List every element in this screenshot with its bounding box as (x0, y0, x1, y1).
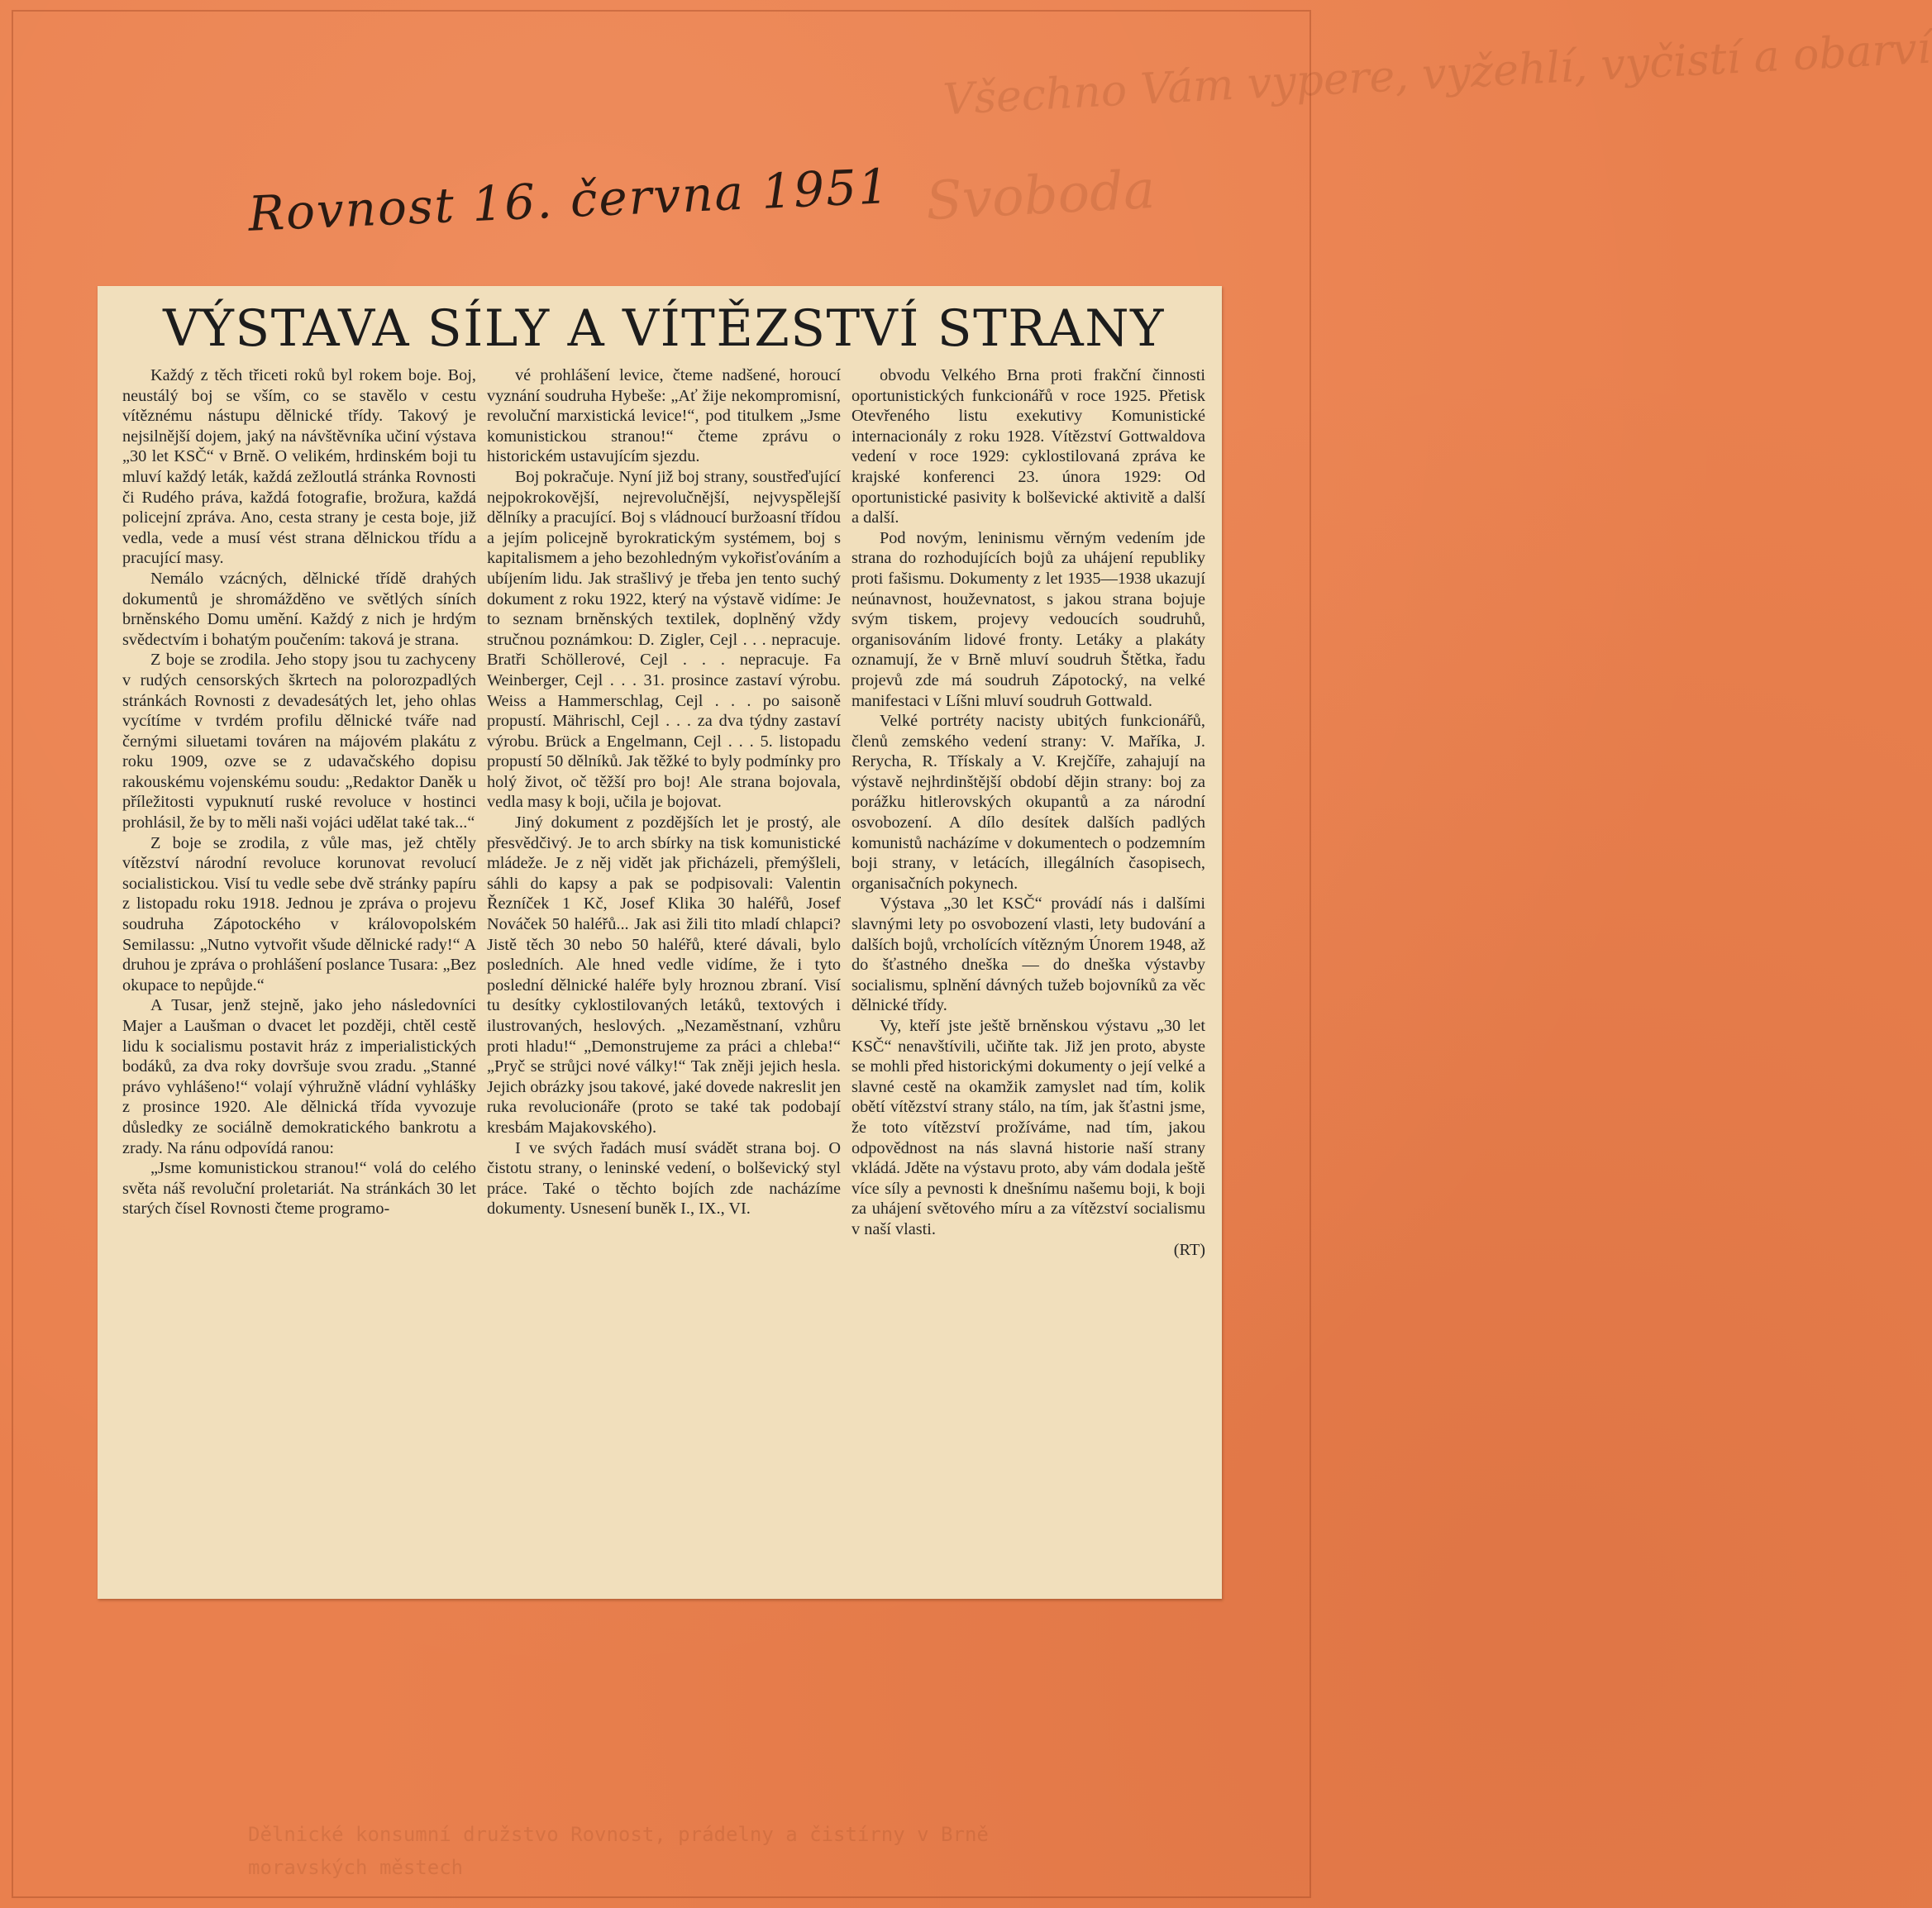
article-column-2 (487, 365, 841, 1260)
article-column-1 (122, 365, 476, 1260)
article-headline: VÝSTAVA SÍLY A VÍTĚZSTVÍ STRANY (163, 299, 1165, 358)
article-paragraph: Z boje se zrodila. Jeho stopy jsou tu zachyceny v rudých censorských škrtech na polorozpadlých stránkách Rovnosti z devadesátých let, jeho ohlas vycítíme v tvrdém profilu dělnické tváře nad černými siluetami továren na májovém plakátu z roku 1909, ozve se z udavačského dopisu rakouskému vojenskému soudu: „Redaktor Daněk u příležitosti vypuknutí ruské revoluce v hostinci prohlásil, že by to měli naši vojáci udělat také tak...“ (122, 651, 476, 832)
article-columns (122, 365, 1205, 1260)
article-paragraph: I ve svých řadách musí svádět strana boj. O čistotu strany, o leninské vedení, o bolševický styl práce. Také o těchto bojích zde nacházíme dokumenty. Usnesení buněk I., IX., VI. (487, 1138, 841, 1219)
article-paragraph: Vy, kteří jste ještě brněnskou výstavu „30 let KSČ“ nenavštívili, učiňte tak. Již jen proto, abyste se mohli před historickými dokumenty o její velké a slavné cestě na okamžik zamyslet nad tím, kolik obětí vítězství strany stálo, na tím, jak šťastni jsme, že toto vítězství prožíváme, nad tím, jakou odpovědnost na nás slavná historie naší strany vkládá. Jděte na výstavu proto, aby vám dodala ještě více síly a pevnosti k dnešnímu našemu boji, k boji za uhájení světového míru a za vítězství socialismu v naší vlasti. (852, 1017, 1205, 1238)
article-paragraph: Výstava „30 let KSČ“ provádí nás i dalšími slavnými lety po osvobození vlasti, lety budování a dalších bojů, vrcholících vítězným Únorem 1948, až do šťastného dneška — do dneška výstavby socialismu, splnění dávných tužeb bojovníků za věc dělnické třídy. (852, 894, 1205, 1015)
article-paragraph: „Jsme komunistickou stranou!“ volá do celého světa náš revoluční proletariát. Na stránkách 30 let starých čísel Rovnosti čteme programo- (122, 1159, 476, 1219)
bleed-through-text: moravských městech (248, 1856, 464, 1879)
article-paragraph: Každý z těch třiceti roků byl rokem boje. Boj, neustálý boj se vším, co se stavělo v cestu vítěznému nástupu dělnické třídy. Takový je nejsilnější dojem, jaký na návštěvníka učiní výstava „30 let KSČ“ v Brně. O velikém, hrdinském boji tu mluví každý leták, každá zežloutlá stránka Rovnosti či Rudého práva, každá fotografie, brožura, každá policejní zpráva. Ano, cesta strany je cesta boje, již vedla, vede a musí vést strana dělnickou třídu a pracující masy. (122, 366, 476, 568)
bleed-through-text: Svoboda (924, 159, 1157, 233)
handwritten-date-note: Rovnost 16. června 1951 (246, 158, 892, 242)
article-paragraph: Pod novým, leninismu věrným vedením jde strana do rozhodujících bojů za uhájení republiky proti fašismu. Dokumenty z let 1935—1938 ukazují neúnavnost, houževnatost, s jakou strana bojuje svým tiskem, projevy vedoucích soudruhů, organisováním lidové fronty. Letáky a plakáty oznamují, že v Brně mluví soudruh Štětka, řadu projevů zde má soudruh Zápotocký, na velké manifestaci v Líšni mluví soudruh Gottwald. (852, 528, 1205, 710)
article-paragraph: Boj pokračuje. Nyní již boj strany, soustřeďující nejpokrokovější, nejrevolučnější, nejvyspělejší dělníky a pracující. Boj s vládnoucí buržoasní třídou a jejím policejně byrokratickým systémem, boj s kapitalismem a jeho bezohledným vykořisťováním a ubíjením lidu. Jak strašlivý je třeba jen tento suchý dokument z roku 1922, který na výstavě vidíme: Je to seznam brněnských textilek, doplněný vždy stručnou poznámkou: D. Zigler, Cejl . . . nepracuje. Bratři Schöllerové, Cejl . . . nepracuje. Fa Weinberger, Cejl . . . 31. prosince zastaví výrobu. Weiss a Hammerschlag, Cejl . . . po saisoně propustí. Mährischl, Cejl . . . za dva týdny zastaví výrobu. Brück a Engelmann, Cejl . . . 5. listopadu propustí 50 dělníků. Jak těžké to byly podmínky pro holý život, oč těžší pro boj! Ale strana bojovala, vedla masy k boji, učila je bojovat. (487, 467, 841, 812)
author-signature: (RT) (1173, 1240, 1205, 1259)
bleed-through-text: Všechno Vám vypere, vyžehlí, vyčistí a obarví (942, 23, 1932, 126)
article-column-3 (852, 365, 1205, 1260)
article-paragraph: Velké portréty nacisty ubitých funkcionářů, členů zemského vedení strany: V. Maříka, J. Rerycha, R. Třískaly a V. Krejčíře, zahajují na výstavě nejhrdinštější období dějin strany: boj za porážku hitlerovských okupantů a za národní osvobození. A dílo desítek dalších padlých komunistů nacházíme v dokumentech o podzemním boji strany, v letácích, illegálních časopisech, organisačních pokynech. (852, 712, 1205, 893)
article-paragraph: Z boje se zrodila, z vůle mas, jež chtěly vítězství národní revoluce korunovat revolucí socialistickou. Visí tu vedle sebe dvě stránky papíru z listopadu roku 1918. Jednou je zpráva o projevu soudruha Zápotockého v královopolském Semilassu: „Nutno vytvořit všude dělnické rady!“ A druhou je zpráva o prohlášení poslance Tusara: „Bez okupace to nepůjde.“ (122, 833, 476, 995)
article-paragraph: vé prohlášení levice, čteme nadšené, horoucí vyznání soudruha Hybeše: „Ať žije nekompromisní, revoluční marxistická levice!“, pod titulkem „Jsme komunistickou stranou!“ čteme zprávu o historickém ustavujícím sjezdu. (487, 366, 841, 466)
newspaper-clipping (98, 286, 1222, 1599)
bleed-through-text: Dělnické konsumní družstvo Rovnost, prádelny a čistírny v Brně (248, 1823, 989, 1846)
article-paragraph: obvodu Velkého Brna proti frakční činnosti oportunistických funkcionářů v roce 1925. Přetisk Otevřeného listu exekutivy Komunistické internacionály z roku 1928. Vítězství Gottwaldova vedení v roce 1929: cyklostilovaná zpráva ke krajské konferenci 23. února 1929: Od oportunistické pasivity k bolševické aktivitě a další a další. (852, 366, 1205, 527)
article-paragraph: A Tusar, jenž stejně, jako jeho následovníci Majer a Laušman o dvacet let později, chtěl cestě lidu k socialismu postavit hráz z imperialistických bodáků, za dva roky dovršuje svou zradu. „Stanné právo vyhlášeno!“ volají výhružně vládní vyhlášky z prosince 1920. Ale dělnická třída vyvozuje důsledky ze sociálně demokratického bankrotu a zrady. Na ránu odpovídá ranou: (122, 996, 476, 1157)
article-paragraph: Jiný dokument z pozdějších let je prostý, ale přesvědčivý. Je to arch sbírky na tisk komunistické mládeže. Je z něj vidět jak přicházeli, přemýšleli, sáhli do kapsy a pak se podpisovali: Valentin Řezníček 1 Kč, Josef Klika 30 haléřů, Josef Nováček 50 haléřů... Jak asi žili tito mladí chlapci? Jistě těch 30 nebo 50 haléřů, které dávali, bylo posledních. Ale hned vedle vidíme, že i tyto poslední dělnické haléře byly hroznou zbraní. Visí tu desítky cyklostilovaných letáků, textových i ilustrovaných, heslových. „Nezaměstnaní, vzhůru proti hladu!“ „Demonstrujeme za práci a chleba!“ „Pryč se strůjci nové války!“ Tak zněji jejich hesla. Jejich obrázky jsou takové, jaké dovede nakreslit jen ruka revolucionáře (proto se také tak podobají kresbám Majakovského). (487, 813, 842, 1137)
article-paragraph: Nemálo vzácných, dělnické třídě drahých dokumentů je shromážděno ve světlých síních brněnského Domu umění. Každý z nich je hrdým svědectvím i bohatým poučením: taková je strana. (122, 569, 476, 649)
